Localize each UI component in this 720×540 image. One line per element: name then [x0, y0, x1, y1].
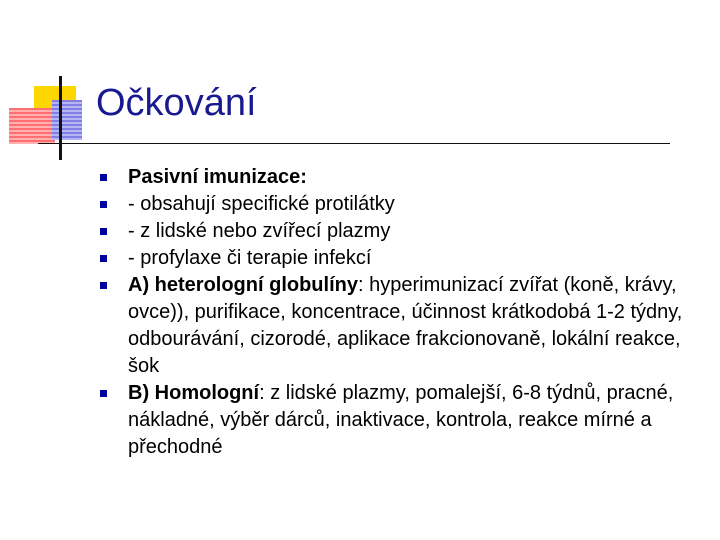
bullet-item	[100, 164, 700, 191]
bullet-text: : z lidské plazmy, pomalejší, 6-8 týdnů, pracné, nákladné, výběr dárců, inaktivace, kontrola, reakce mírné a přechodné	[128, 382, 674, 458]
title-underline	[38, 143, 670, 144]
square-bullet-icon	[100, 390, 107, 397]
square-bullet-icon	[100, 201, 107, 208]
bullet-item	[100, 191, 700, 218]
bullet-bold-text: Pasivní imunizace:	[128, 166, 307, 188]
bullet-item	[100, 380, 700, 461]
bullet-item	[100, 245, 700, 272]
bullet-item	[100, 218, 700, 245]
bullet-text: - z lidské nebo zvířecí plazmy	[128, 220, 391, 242]
title-decoration-vertical-line	[59, 76, 62, 160]
bullet-list	[100, 164, 700, 461]
title-decoration-blue-striped-block	[52, 100, 82, 140]
bullet-bold-text: A) heterologní globulíny	[128, 274, 358, 296]
square-bullet-icon	[100, 174, 107, 181]
bullet-item	[100, 272, 700, 380]
bullet-text: - obsahují specifické protilátky	[128, 193, 395, 215]
bullet-bold-text: B) Homologní	[128, 382, 260, 404]
slide-title: Očkování	[96, 82, 257, 124]
bullet-text: - profylaxe či terapie infekcí	[128, 247, 372, 269]
square-bullet-icon	[100, 228, 107, 235]
square-bullet-icon	[100, 282, 107, 289]
bullet-text: : hyperimunizací zvířat (koně, krávy, ovce)), purifikace, koncentrace, účinnost krátkodobá 1-2 týdny, odbourávání, cizorodé, aplikace frakcionovaně, lokální reakce, šok	[128, 274, 683, 377]
title-decoration-red-striped-block	[9, 108, 55, 144]
square-bullet-icon	[100, 255, 107, 262]
